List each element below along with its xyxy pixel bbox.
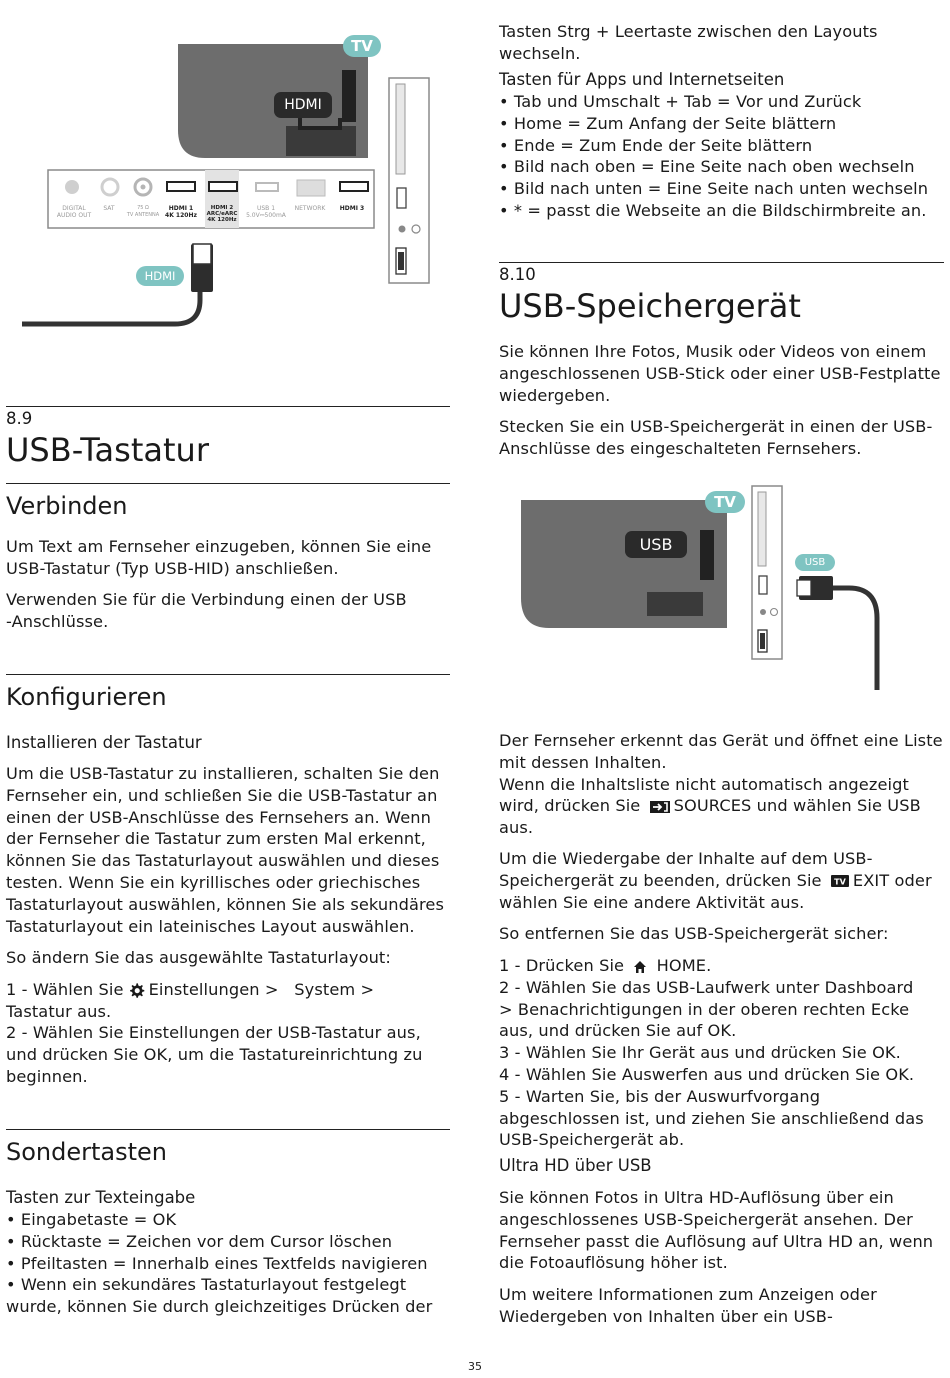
ultra-hd-subheading: Ultra HD über USB — [499, 1156, 652, 1175]
usb-connection-figure — [499, 478, 944, 700]
apps-keys-list — [499, 91, 944, 222]
usb-cable-tag: USB — [795, 554, 835, 571]
ultra-hd-paragraph: Sie können Fotos in Ultra HD-Auflösung über ein angeschlossenes USB-Speichergerät ansehen. Der Fernseher passt die Auflösung auf Ultra HD an, wenn die Fotoauflösung höher ist. — [499, 1188, 934, 1273]
hdmi-port-label: HDMI — [274, 92, 332, 118]
port-label-network: NETWORK — [294, 205, 326, 212]
port-label-hdmi2: HDMI 2 ARC/eARC 4K 120Hz — [206, 205, 238, 223]
apps-keys-subheading: Tasten für Apps und Internetseiten — [499, 70, 785, 89]
section-number: 8.9 — [6, 409, 33, 428]
change-layout-step-2: 2 - Wählen Sie Einstellungen der USB-Tastatur aus, und drücken Sie OK, um die Tastatureinrichtung zu beginnen. — [6, 1023, 423, 1086]
home-icon — [633, 960, 647, 974]
tv-icon — [831, 875, 849, 887]
hdmi-connection-figure — [0, 0, 460, 350]
safe-remove-steps — [499, 955, 944, 1151]
verbinden-paragraph: Um Text am Fernseher einzugeben, können Sie eine USB-Tastatur (Typ USB-HID) anschließen. — [6, 537, 432, 578]
device-detected-paragraph: Der Fernseher erkennt das Gerät und öffnet eine Liste mit dessen Inhalten. Wenn die Inhaltsliste nicht automatisch angezeigt wird, drücken Sie SOURCES und wählen Sie USB aus. — [499, 731, 943, 838]
text-input-keys-list — [6, 1209, 450, 1318]
list-item: • Wenn ein sekundäres Tastaturlayout festgelegt wurde, können Sie durch gleichzeitiges Drücken der — [6, 1275, 433, 1317]
section-title: USB-Tastatur — [6, 431, 209, 469]
port-label-hdmi1: HDMI 1 4K 120Hz — [165, 205, 197, 219]
list-item: • Bild nach unten = Eine Seite nach unten wechseln — [499, 179, 929, 199]
subsection-rule — [6, 483, 450, 484]
list-item: 4 - Wählen Sie Auswerfen aus und drücken Sie OK. — [499, 1064, 915, 1084]
verbinden-heading: Verbinden — [6, 492, 128, 520]
tv-tag: TV — [705, 491, 745, 513]
change-layout-step-1: 1 - Wählen Sie Einstellungen > System > Tastatur aus. — [6, 980, 375, 1021]
usb-port-label: USB — [625, 531, 687, 558]
usb-storage-intro: Sie können Ihre Fotos, Musik oder Videos von einem angeschlossenen USB-Stick oder einer USB-Festplatte wiedergeben. — [499, 342, 941, 405]
section-number: 8.10 — [499, 265, 536, 284]
stop-playback-paragraph: Um die Wiedergabe der Inhalte auf dem USB-Speichergerät zu beenden, drücken Sie TV EXIT oder wählen Sie eine andere Aktivität aus. — [499, 849, 932, 912]
change-layout-paragraph: So ändern Sie das ausgewählte Tastaturlayout: — [6, 948, 391, 967]
sondertasten-heading: Sondertasten — [6, 1138, 168, 1166]
gear-icon — [128, 982, 145, 999]
hdmi-cable-tag: HDMI — [136, 266, 184, 286]
text-input-keys-subheading: Tasten zur Texteingabe — [6, 1188, 196, 1207]
subsection-rule — [6, 1129, 450, 1130]
safe-remove-paragraph: So entfernen Sie das USB-Speichergerät sicher: — [499, 924, 889, 943]
list-item: • Rücktaste = Zeichen vor dem Cursor löschen — [6, 1231, 393, 1251]
list-item: 1 - Drücken Sie HOME. — [499, 956, 712, 975]
subsection-rule — [6, 674, 450, 675]
page-number: 35 — [468, 1360, 482, 1373]
port-label-digital-audio: DIGITAL AUDIO OUT — [56, 205, 92, 219]
list-item: 3 - Wählen Sie Ihr Gerät aus und drücken Sie OK. — [499, 1043, 901, 1063]
layout-switch-continuation: Tasten Strg + Leertaste zwischen den Layouts wechseln. — [499, 22, 878, 63]
section-rule — [6, 406, 450, 407]
list-item: 2 - Wählen Sie das USB-Laufwerk unter Dashboard > Benachrichtigungen in der oberen rechten Ecke aus, und drücken Sie auf OK. — [499, 977, 914, 1041]
list-item: • Tab und Umschalt + Tab = Vor und Zurück — [499, 92, 862, 111]
more-info-paragraph: Um weitere Informationen zum Anzeigen oder Wiedergeben von Inhalten über ein USB- — [499, 1285, 877, 1326]
list-item: • Ende = Zum Ende der Seite blättern — [499, 135, 813, 155]
section-title: USB-Speichergerät — [499, 287, 801, 325]
usb-storage-insert: Stecken Sie ein USB-Speichergerät in einen der USB-Anschlüsse des eingeschalteten Fernsehers. — [499, 417, 933, 458]
port-label-sat: SAT — [103, 205, 115, 212]
list-item: 5 - Warten Sie, bis der Auswurfvorgang abgeschlossen ist, und ziehen Sie anschließend das USB-Speichergerät ab. — [499, 1086, 924, 1150]
verbinden-usb-paragraph: Verwenden Sie für die Verbindung einen der USB -Anschlüsse. — [6, 590, 407, 631]
sources-icon — [650, 801, 670, 813]
list-item: • Home = Zum Anfang der Seite blättern — [499, 113, 837, 133]
tv-tag: TV — [343, 35, 381, 57]
install-keyboard-subheading: Installieren der Tastatur — [6, 733, 202, 752]
port-label-usb1: USB 1 5.0V⎓500mA — [246, 205, 286, 219]
list-item: • Eingabetaste = OK — [6, 1210, 177, 1229]
svg-text:TV: TV — [833, 877, 846, 887]
install-keyboard-paragraph: Um die USB-Tastatur zu installieren, schalten Sie den Fernseher ein, und schließen Sie die USB-Tastatur an einen der USB-Anschlüsse des Fernsehers an. Wenn der Fernseher die Tastatur zum ersten Mal erkennt, können Sie das Tastaturlayout auswählen und dieses testen. Wenn Sie ein kyrillisches oder griechisches Tastaturlayout auswählen, können Sie als sekundäres Tastaturlayout ein lateinisches Layout auswählen. — [6, 764, 445, 936]
port-label-antenna: 75 Ω TV ANTENNA — [126, 205, 160, 218]
konfigurieren-heading: Konfigurieren — [6, 683, 167, 711]
list-item: • * = passt die Webseite an die Bildschirmbreite an. — [499, 200, 927, 220]
list-item: • Pfeiltasten = Innerhalb eines Textfelds navigieren — [6, 1253, 428, 1273]
list-item: • Bild nach oben = Eine Seite nach oben wechseln — [499, 157, 915, 177]
section-rule — [499, 262, 944, 263]
port-label-hdmi3: HDMI 3 — [339, 205, 365, 212]
